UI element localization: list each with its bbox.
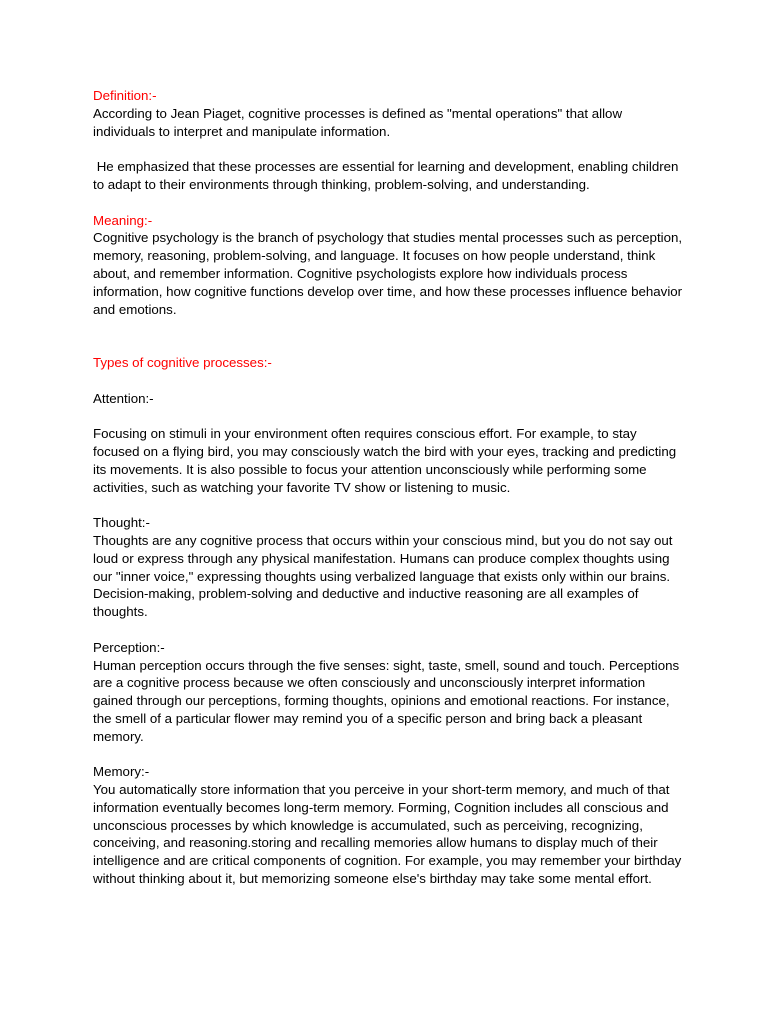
perception-heading: Perception:- bbox=[93, 639, 165, 655]
types-heading: Types of cognitive processes:- bbox=[93, 354, 272, 370]
definition-heading: Definition:- bbox=[93, 88, 157, 103]
document-page bbox=[93, 87, 683, 888]
memory-heading: Memory:- bbox=[93, 764, 150, 780]
thought-heading: Thought:- bbox=[93, 515, 150, 531]
attention-heading: Attention:- bbox=[93, 390, 154, 406]
definition-paragraph-2: He emphasized that these processes are essential for learning and development, enabling children to adapt to their environments through thinking, problem-solving, and understanding. bbox=[93, 159, 683, 192]
attention-paragraph: Focusing on stimuli in your environment often requires conscious effort. For example, to stay focused on a flying bird, you may consciously watch the bird with your eyes, tracking and predicting its movements. It is also possible to focus your attention unconsciously while performing some activities, such as watching your favorite TV show or listening to music. bbox=[93, 426, 677, 495]
meaning-heading: Meaning:- bbox=[93, 212, 153, 228]
memory-paragraph: You automatically store information that you perceive in your short-term memory, and much of that information eventually becomes long-term memory. Forming, Cognition includes all conscious and unconscious processes by which knowledge is accumulated, such as perceiving, recognizing, conceiving, and reasoning.storing and recalling memories allow humans to display much of their intelligence and are critical components of cognition. For example, you may remember your birthday without thinking about it, but memorizing someone else's birthday may take some mental effort. bbox=[93, 782, 682, 887]
perception-paragraph: Human perception occurs through the five senses: sight, taste, smell, sound and touch. Perceptions are a cognitive process because we often consciously and unconsciously interpret information gained through our perceptions, forming thoughts, opinions and emotional reactions. For instance, the smell of a particular flower may remind you of a specific person and bring back a pleasant memory. bbox=[93, 657, 680, 744]
definition-paragraph-1: According to Jean Piaget, cognitive processes is defined as "mental operations" that allow individuals to interpret and manipulate information. bbox=[93, 105, 623, 139]
thought-paragraph: Thoughts are any cognitive process that occurs within your conscious mind, but you do not say out loud or express through any physical manifestation. Humans can produce complex thoughts using our "inner voice," expressing thoughts using verbalized language that exists only within our brains. Decision-making, problem-solving and deductive and inductive reasoning are all examples of thoughts. bbox=[93, 532, 673, 620]
meaning-paragraph: Cognitive psychology is the branch of psychology that studies mental processes such as perception, memory, reasoning, problem-solving, and language. It focuses on how people understand, think about, and remember information. Cognitive psychologists explore how individuals process information, how cognitive functions develop over time, and how these processes influence behavior and emotions. bbox=[93, 230, 683, 317]
